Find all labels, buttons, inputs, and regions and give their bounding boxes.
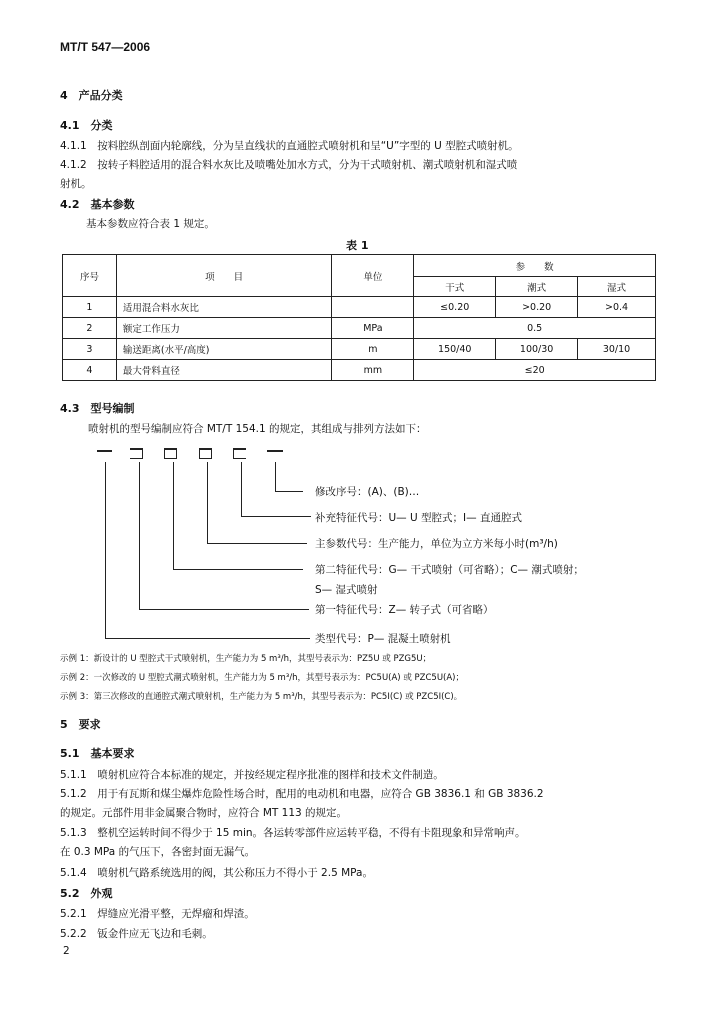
cell-unit: MPa (332, 318, 414, 339)
section-5-1-heading: 5.1 基本要求 (60, 747, 135, 760)
cell-no: 2 (63, 318, 117, 339)
section-4-1-heading: 4.1 分类 (60, 119, 113, 132)
code-box-3 (164, 448, 177, 459)
cell-merged: 0.5 (414, 318, 656, 339)
section-4-heading: 4 产品分类 (60, 89, 123, 102)
code-box-6 (267, 450, 283, 452)
clause-5-1-3-line1: 5.1.3 整机空运转时间不得少于 15 min。各运转零部件应运转平稳，不得有卡阻现象和异常响声。 (60, 827, 526, 839)
clause-5-1-1: 5.1.1 喷射机应符合本标准的规定，并按经规定程序批准的图样和技术文件制造。 (60, 769, 444, 781)
label-revision-code: 修改序号：(A)、(B)… (315, 486, 420, 498)
table-row (63, 339, 656, 360)
section-4-2-heading: 4.2 基本参数 (60, 198, 135, 211)
basic-params-intro: 基本参数应符合表 1 规定。 (86, 218, 215, 230)
header-params: 参 数 (414, 255, 656, 277)
cell-unit: m (332, 339, 414, 360)
cell-no: 4 (63, 360, 117, 381)
cell-damp: >0.20 (496, 297, 578, 318)
example-3: 示例 3：第三次修改的直通腔式潮式喷射机，生产能力为 5 m³/h，其型号表示为：PC5I(C) 或 PZC5I(C)。 (60, 692, 463, 702)
parameters-table (62, 254, 656, 381)
cell-dry: 150/40 (414, 339, 496, 360)
code-box-4 (199, 448, 212, 459)
cell-dry: ≤0.20 (414, 297, 496, 318)
table-caption: 表 1 (346, 239, 369, 252)
cell-no: 1 (63, 297, 117, 318)
cell-damp: 100/30 (496, 339, 578, 360)
table-row (63, 360, 656, 381)
code-box-1 (97, 450, 112, 452)
header-wet: 湿式 (578, 277, 656, 297)
header-damp: 潮式 (496, 277, 578, 297)
clause-5-1-4: 5.1.4 喷射机气路系统选用的阀，其公称压力不得小于 2.5 MPa。 (60, 867, 373, 879)
label-second-feature-code-cont: S— 湿式喷射 (315, 584, 378, 596)
table-row (63, 297, 656, 318)
cell-wet: 30/10 (578, 339, 656, 360)
cell-unit: mm (332, 360, 414, 381)
page-number: 2 (63, 945, 70, 957)
clause-4-1-2-line1: 4.1.2 按转子料腔适用的混合料水灰比及喷嘴处加水方式，分为干式喷射机、潮式喷射机和湿式喷 (60, 159, 518, 171)
cell-wet: >0.4 (578, 297, 656, 318)
code-box-2 (130, 448, 143, 459)
model-coding-intro: 喷射机的型号编制应符合 MT/T 154.1 的规定，其组成与排列方法如下： (88, 423, 427, 435)
cell-item: 额定工作压力 (116, 318, 332, 339)
cell-no: 3 (63, 339, 117, 360)
section-5-heading: 5 要求 (60, 718, 101, 731)
clause-5-1-3-line2: 在 0.3 MPa 的气压下，各密封面无漏气。 (60, 846, 256, 858)
header-item: 项 目 (116, 255, 332, 297)
label-first-feature-code: 第一特征代号：Z— 转子式（可省略） (315, 604, 494, 616)
label-type-code: 类型代号：P— 混凝土喷射机 (315, 633, 451, 645)
example-1: 示例 1：新设计的 U 型腔式干式喷射机，生产能力为 5 m³/h，其型号表示为：PZ5U 或 PZG5U； (60, 654, 432, 664)
header-dry: 干式 (414, 277, 496, 297)
cell-item: 适用混合料水灰比 (116, 297, 332, 318)
header-unit: 单位 (332, 255, 414, 297)
cell-merged: ≤20 (414, 360, 656, 381)
label-main-parameter-code: 主参数代号：生产能力，单位为立方米每小时(m³/h) (315, 538, 558, 550)
table-row (63, 318, 656, 339)
standard-number: MT/T 547—2006 (60, 40, 151, 54)
clause-5-1-2-line1: 5.1.2 用于有瓦斯和煤尘爆炸危险性场合时，配用的电动机和电器，应符合 GB 3836.1 和 GB 3836.2 (60, 788, 544, 800)
cell-item: 最大骨料直径 (116, 360, 332, 381)
code-box-5 (233, 448, 246, 459)
label-supplementary-code: 补充特征代号：U— U 型腔式；I— 直通腔式 (315, 512, 522, 524)
example-2: 示例 2：一次修改的 U 型腔式潮式喷射机，生产能力为 5 m³/h，其型号表示为：PC5U(A) 或 PZC5U(A)； (60, 673, 464, 683)
section-4-3-heading: 4.3 型号编制 (60, 402, 135, 415)
section-5-2-heading: 5.2 外观 (60, 887, 113, 900)
clause-5-2-2: 5.2.2 钣金件应无飞边和毛刺。 (60, 928, 213, 940)
cell-item: 输送距离(水平/高度) (116, 339, 332, 360)
header-no: 序号 (63, 255, 117, 297)
clause-4-1-2-line2: 射机。 (60, 178, 92, 190)
label-second-feature-code: 第二特征代号：G— 干式喷射（可省略）；C— 潮式喷射； (315, 564, 584, 576)
clause-5-2-1: 5.2.1 焊缝应光滑平整，无焊瘤和焊渣。 (60, 908, 255, 920)
clause-5-1-2-line2: 的规定。元部件用非金属聚合物时，应符合 MT 113 的规定。 (60, 807, 348, 819)
cell-unit (332, 297, 414, 318)
clause-4-1-1: 4.1.1 按料腔纵剖面内轮廓线，分为呈直线状的直通腔式喷射机和呈“U”字型的 U 型腔式喷射机。 (60, 140, 519, 152)
